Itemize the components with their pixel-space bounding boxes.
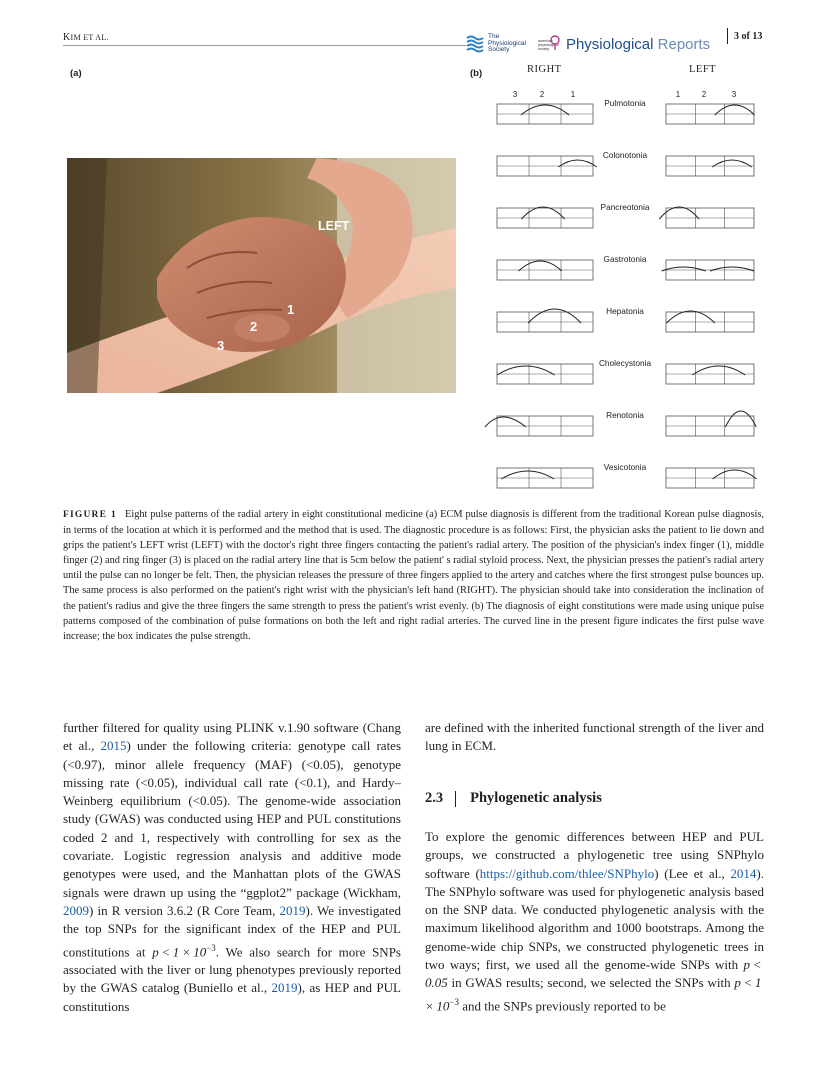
left-pulse-curve [713, 470, 757, 479]
right-finger-number: 1 [570, 90, 576, 99]
society-line: Society [488, 46, 510, 54]
left-pulse-curve [662, 267, 706, 271]
left-pulse-curve [710, 267, 754, 271]
snphylo-url-link[interactable]: https://github.com/thlee/SNPhylo [479, 865, 655, 881]
right-pulse-curve [521, 207, 564, 219]
text-span: and the SNPs previously reported to be [458, 998, 666, 1013]
body-column-right-top [425, 719, 764, 756]
citation-link[interactable]: 2015 [100, 738, 127, 754]
wrist-photo [67, 158, 456, 393]
left-finger-number: 1 [675, 90, 681, 99]
phylogenetic-paragraph [425, 828, 764, 1015]
citation-link[interactable]: 2009 [63, 902, 89, 918]
p-value: p < 1 × 10 [425, 975, 764, 1013]
citation-link[interactable]: 2019 [271, 980, 298, 996]
right-finger-number: 3 [512, 90, 518, 99]
running-head-initial: K [63, 32, 71, 43]
p-value: p < 0.05 [425, 957, 764, 991]
photo-label-finger-1: 1 [287, 302, 295, 317]
society-name [488, 34, 526, 54]
running-head [63, 32, 109, 43]
text-span: ). The SNPhylo software was used for phylogenetic analysis based on the SNP data. We conducted phylogenetic analysis with the maximum likelihood algorithm and 1000 bootstraps. Among the genome-wide chip SNPs, we constructed phylogenetic trees in two ways; first, we used all the genome-wide SNPs with [425, 865, 765, 973]
methods-paragraph [63, 719, 401, 1016]
aps-logo-icon [538, 34, 560, 54]
text-span: ) in R version 3.6.2 (R Core Team, [89, 902, 280, 918]
physiological-society-logo-icon [466, 34, 484, 54]
text-span: ) under the following criteria: genotype call rates (<0.97), minor allele frequency (MAF) (<0.05), genotype missing rate (<0.05), individual call rate (<0.1), and Hardy–Weinberg equilibrium (<0.05). The genome-wide association study (GWAS) was conducted using HEP and PUL constitutions coded 2 and 1, respectively with controlling for sex as the covariate. Logistic regression analysis and additive mode genotypes were used, and the Manhattan plots of the GWAS signals were drawn up using the “ggplot2” package (Wickham, [63, 738, 402, 900]
citation-link[interactable]: 2019 [279, 902, 306, 918]
text-span: in GWAS results; second, we selected the SNPs with [447, 975, 735, 991]
text-span: . We also search for more SNPs associated with the liver or lung phenotypes previously reported by the GWAS catalog (Buniello et al., [63, 943, 401, 996]
right-pulse-curve [497, 366, 555, 375]
pattern-label: Gastrotonia [603, 254, 647, 264]
aps-line: society [537, 47, 550, 51]
text-span: further filtered for quality using PLINK v.1.90 software (Chang et al., [63, 720, 401, 754]
page-number: 3 of 13 [734, 31, 763, 42]
running-head-rest: IM ET AL. [70, 33, 109, 42]
left-column-heading: LEFT [689, 64, 717, 75]
section-heading [425, 790, 602, 807]
pattern-label: Pancreotonia [600, 202, 650, 212]
section-title: Phylogenetic analysis [470, 790, 602, 806]
pattern-label: Cholecystonia [598, 358, 652, 368]
left-pulse-curve [692, 366, 745, 375]
body-column-right [425, 828, 764, 1015]
pattern-label: Hepatonia [606, 306, 644, 316]
text-span: ). We investigated the top SNPs for the significant index of the HEP and PUL constitutions at [63, 902, 401, 959]
p-exponent: −3 [206, 942, 216, 953]
p-value: p < 1 × 10 [152, 943, 207, 959]
pattern-label: Vesicotonia [603, 462, 647, 472]
figure-caption [63, 507, 764, 644]
right-pulse-curve [485, 417, 526, 427]
page-number-divider [727, 28, 728, 44]
figure-label: FIGURE 1 [63, 510, 117, 520]
photo-label-finger-3: 3 [217, 338, 225, 353]
photo-label-finger-2: 2 [250, 319, 258, 334]
journal-title [566, 36, 710, 53]
right-column-heading: RIGHT [527, 64, 562, 75]
caption-text: Eight pulse patterns of the radial artery in eight constitutional medicine (a) ECM pulse diagnosis is different from the traditional Korean pulse diagnosis, in terms of the location at which it is performed and the method that is used. The diagnostic procedure is as follows: First, the physician asks the patient to lie down and grips the patient's LEFT wrist (LEFT) with the doctor's right three fingers contacting the patient's radial artery. The position of the physician's index finger (1), middle finger (2) and ring finger (3) is placed on the radial artery line that is 5cm below the patient' s radial styloid process. Next, the physician presses the patient's radial artery until the pulse can no longer be felt. Then, the physician releases the pressure of three fingers applied to the artery and catches where the first strongest pulse bounces up. The same process is also performed on the patient's right wrist with the physician's left hand (RIGHT). The physician should take into consideration the inclination of the patient's radius and give the three fingers the same strength to press the patient's wrist evenly. (b) The diagnosis of eight constitutions were made using unique pulse patterns composed of the combination of pulse formations on both the left and right radial arteries. The curved line in the present figure indicates the first pulse wave increase; the box indicates the pulse strength. [63, 509, 764, 642]
panel-label-a: (a) [70, 68, 82, 79]
left-pulse-curve [715, 105, 755, 115]
text-span: ), as HEP and PUL constitutions [63, 980, 401, 1014]
p-exponent: −3 [449, 996, 459, 1007]
right-pulse-curve [519, 261, 562, 271]
right-finger-number: 2 [539, 90, 545, 99]
journal-title-reports: Reports [653, 35, 711, 53]
right-pulse-curve [528, 309, 581, 323]
left-pulse-curve [666, 311, 714, 323]
society-line: The [488, 33, 500, 41]
aps-line: physiological [537, 43, 559, 47]
left-pulse-curve [725, 411, 756, 427]
section-divider [455, 791, 456, 807]
pulse-pattern-diagram [480, 86, 780, 496]
panel-label-b: (b) [470, 68, 483, 79]
text-span: To explore the genomic differences between HEP and PUL groups, we constructed a phylogenetic tree using SNPhylo software ( [425, 829, 764, 881]
left-pulse-curve [659, 207, 699, 219]
section-number: 2.3 [425, 790, 444, 806]
pattern-label: Pulmotonia [604, 98, 646, 108]
wrist-photo-illustration [67, 158, 456, 393]
body-column-left [63, 719, 401, 1016]
journal-logo [466, 32, 714, 56]
pattern-label: Colonotonia [602, 150, 648, 160]
aps-line: american [537, 39, 553, 43]
pattern-label: Renotonia [606, 410, 644, 420]
photo-label-left: LEFT [318, 219, 350, 233]
left-finger-number: 3 [731, 90, 737, 99]
journal-title-main: Physiological [565, 35, 654, 53]
right-pulse-curve [521, 105, 569, 115]
citation-link[interactable]: 2014 [730, 865, 757, 881]
left-finger-number: 2 [701, 90, 707, 99]
continuation-paragraph: are defined with the inherited functional strength of the liver and lung in ECM. [425, 720, 764, 754]
text-span: ) (Lee et al., [654, 865, 731, 881]
society-line: Physiological [488, 39, 526, 47]
